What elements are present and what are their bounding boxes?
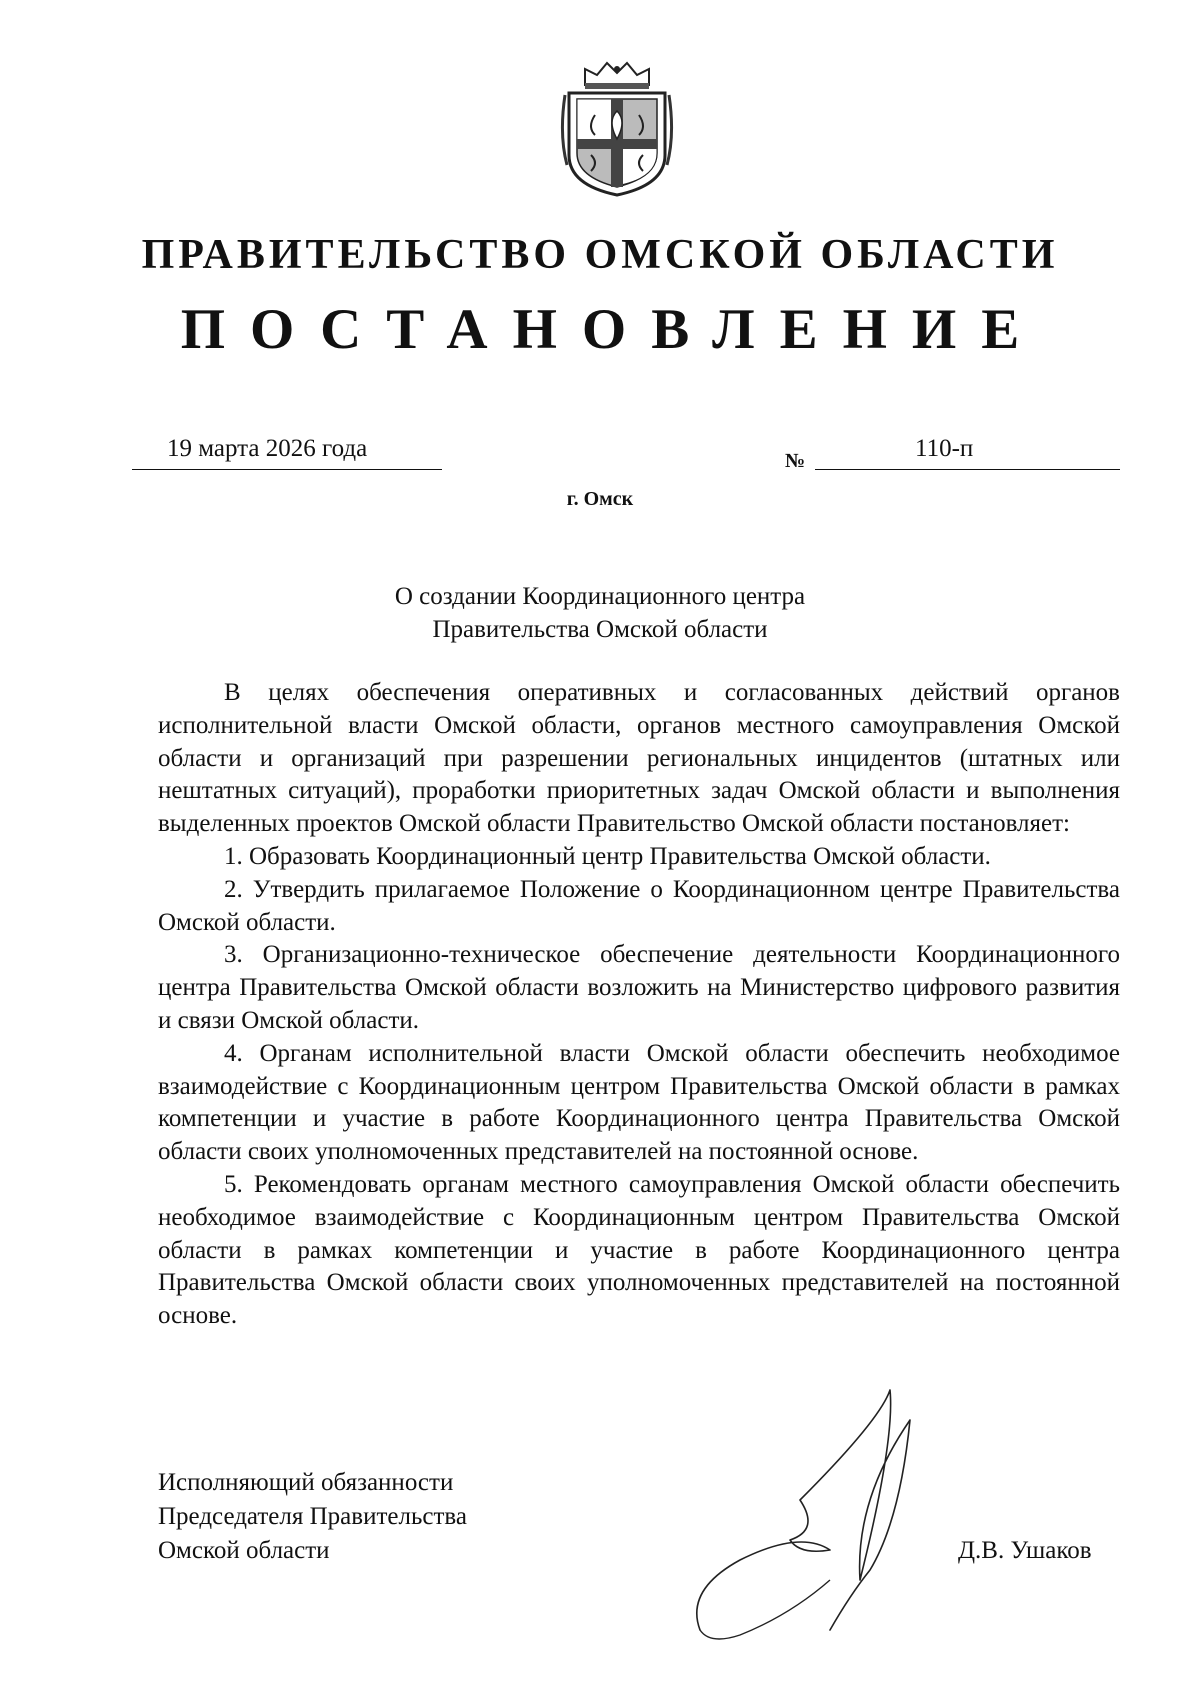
document-body [158, 677, 1120, 1333]
organization-title: ПРАВИТЕЛЬСТВО ОМСКОЙ ОБЛАСТИ [141, 232, 1059, 278]
clause-paragraph: 5. Рекомендовать органам местного самоуправления Омской области обеспечить необходимое взаимодействие с Координационным центром Правительства Омской области в рамках компетенции и участие в работе Координационного центра Правительства Омской области своих уполномоченных представителей на постоянной основе. [158, 1170, 1120, 1330]
signer-title-line: Председателя Правительства [158, 1503, 467, 1530]
document-date-field [132, 433, 442, 470]
document-number: 110-п [915, 435, 974, 462]
document-subject [0, 580, 1200, 646]
city-label: г. Омск [566, 488, 634, 510]
clause-paragraph: 3. Организационно-техническое обеспечение деятельности Координационного центра Правительства Омской области возложить на Министерство цифрового развития и связи Омской области. [158, 941, 1120, 1034]
document-date: 19 марта 2026 года [167, 435, 368, 462]
subject-line: Правительства Омской области [432, 616, 768, 643]
signer-title [158, 1466, 467, 1568]
handwritten-signature [680, 1380, 980, 1650]
clause-paragraph: 1. Образовать Координационный центр Правительства Омской области. [224, 842, 991, 870]
document-number-field [815, 433, 1120, 470]
coat-of-arms-icon [555, 55, 679, 199]
signer-title-line: Омской области [158, 1537, 330, 1564]
clause-paragraph: 2. Утвердить прилагаемое Положение о Координационном центре Правительства Омской области. [158, 875, 1120, 936]
signer-title-line: Исполняющий обязанности [158, 1469, 454, 1496]
signer-name: Д.В. Ушаков [958, 1537, 1092, 1564]
subject-line: О создании Координационного центра [394, 583, 806, 610]
clause-paragraph: 4. Органам исполнительной власти Омской области обеспечить необходимое взаимодействие с Координационным центром Правительства Омской области в рамках компетенции и участие в работе Координационного центра Правительства Омской области своих уполномоченных представителей на постоянной основе. [158, 1039, 1120, 1166]
document-type-title: ПОСТАНОВЛЕНИЕ [180, 298, 1045, 361]
number-sign: № [785, 450, 806, 472]
preamble-paragraph: В целях обеспечения оперативных и согласованных действий органов исполнительной власти Омской области, органов местного самоуправления Омской области и организаций при разрешении региональных инцидентов (штатных или нештатных ситуаций), проработки приоритетных задач Омской области и выполнения выделенных проектов Омской области Правительство Омской области постановляет: [158, 679, 1120, 838]
